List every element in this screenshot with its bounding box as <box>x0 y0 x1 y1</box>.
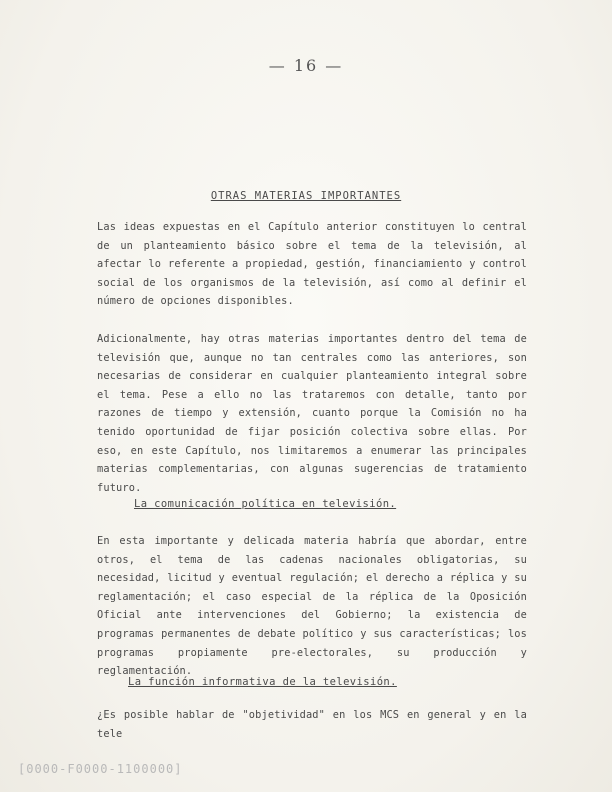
subheading-political-communication: La comunicación política en televisión. <box>134 498 397 510</box>
page-number: — 16 — <box>268 56 344 75</box>
subheading-informative-function: La función informativa de la televisión. <box>128 676 397 688</box>
paragraph-1: Las ideas expuestas en el Capítulo anterior constituyen lo central de un planteamiento básico sobre el tema de la televisión, al afectar lo referente a propiedad, gestión, financiamiento y control social de los organismos de la televisión, así como al definir el número de opciones disponibles. <box>97 221 527 308</box>
archive-stamp-id: [0000-F0000-1100000] <box>18 762 183 776</box>
paragraph-2: Adicionalmente, hay otras materias importantes dentro del tema de televisión que, aunque no tan centrales como las anteriores, son necesarias de considerar en cualquier planteamiento integral sobre el tema. Pese a ello no las trataremos con detalle, tanto por razones de tiempo y extensión, cuanto porque la Comisión no ha tenido oportunidad de fijar posición colectiva sobre ellas. Por eso, en este Capítulo, nos limitaremos a enumerar las principales materias complementarias, con algunas sugerencias de tratamiento futuro. <box>97 333 527 494</box>
paragraph-4: ¿Es posible hablar de "objetividad" en los MCS en general y en la tele <box>97 709 527 740</box>
section-title: OTRAS MATERIAS IMPORTANTES <box>210 190 402 202</box>
paragraph-3: En esta importante y delicada materia habría que abordar, entre otros, el tema de las cadenas nacionales obligatorias, su necesidad, licitud y eventual regulación; el derecho a réplica y su reglamentación; el caso especial de la réplica de la Oposición Oficial ante intervenciones del Gobierno; la existencia de programas permanentes de debate político y sus características; los programas propiamente pre-electorales, su producción y reglamentación. <box>97 535 527 678</box>
